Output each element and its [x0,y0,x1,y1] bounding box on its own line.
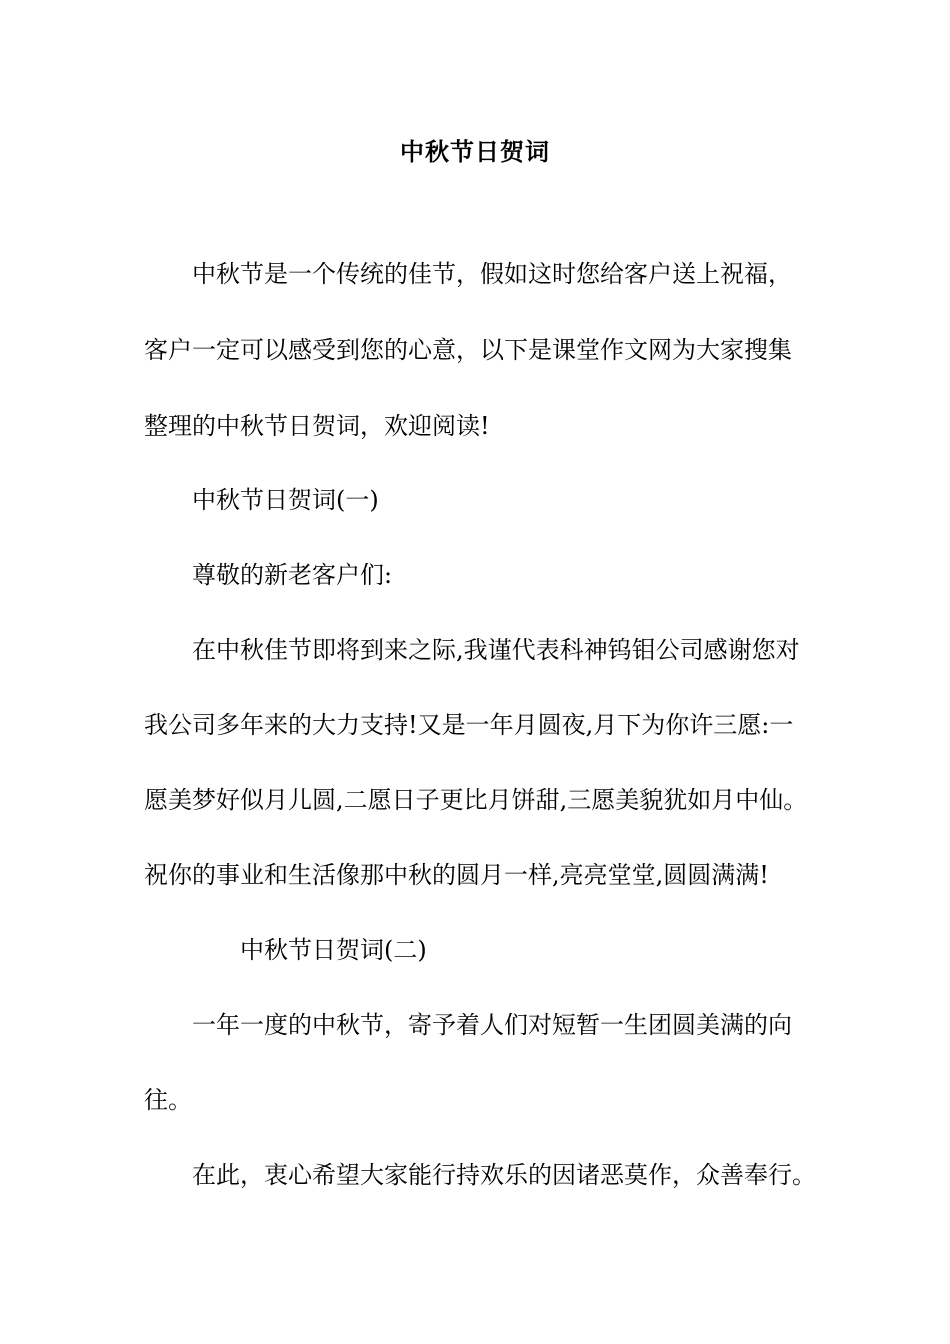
paragraph-line: 在中秋佳节即将到来之际,我谨代表科神钨钼公司感谢您对 [192,636,800,664]
paragraph-line: 整理的中秋节日贺词，欢迎阅读! [144,412,490,440]
paragraph-line: 在此，衷心希望大家能行持欢乐的因诸恶莫作，众善奉行。 [192,1161,816,1189]
section-heading-2: 中秋节日贺词(二) [240,936,427,964]
paragraph-line: 祝你的事业和生活像那中秋的圆月一样,亮亮堂堂,圆圆满满! [144,861,769,889]
document-title: 中秋节日贺词 [400,137,550,166]
paragraph-line: 我公司多年来的大力支持!又是一年月圆夜,月下为你许三愿:一 [144,711,794,739]
paragraph-line: 中秋节是一个传统的佳节，假如这时您给客户送上祝福， [192,260,792,288]
paragraph-line: 愿美梦好似月儿圆,二愿日子更比月饼甜,三愿美貌犹如月中仙。 [144,786,808,814]
paragraph-line: 往。 [144,1086,192,1114]
paragraph-line: 一年一度的中秋节，寄予着人们对短暂一生团圆美满的向 [192,1011,792,1039]
salutation: 尊敬的新老客户们: [192,561,393,589]
section-heading-1: 中秋节日贺词(一) [192,486,379,514]
paragraph-line: 客户一定可以感受到您的心意，以下是课堂作文网为大家搜集 [144,336,792,364]
